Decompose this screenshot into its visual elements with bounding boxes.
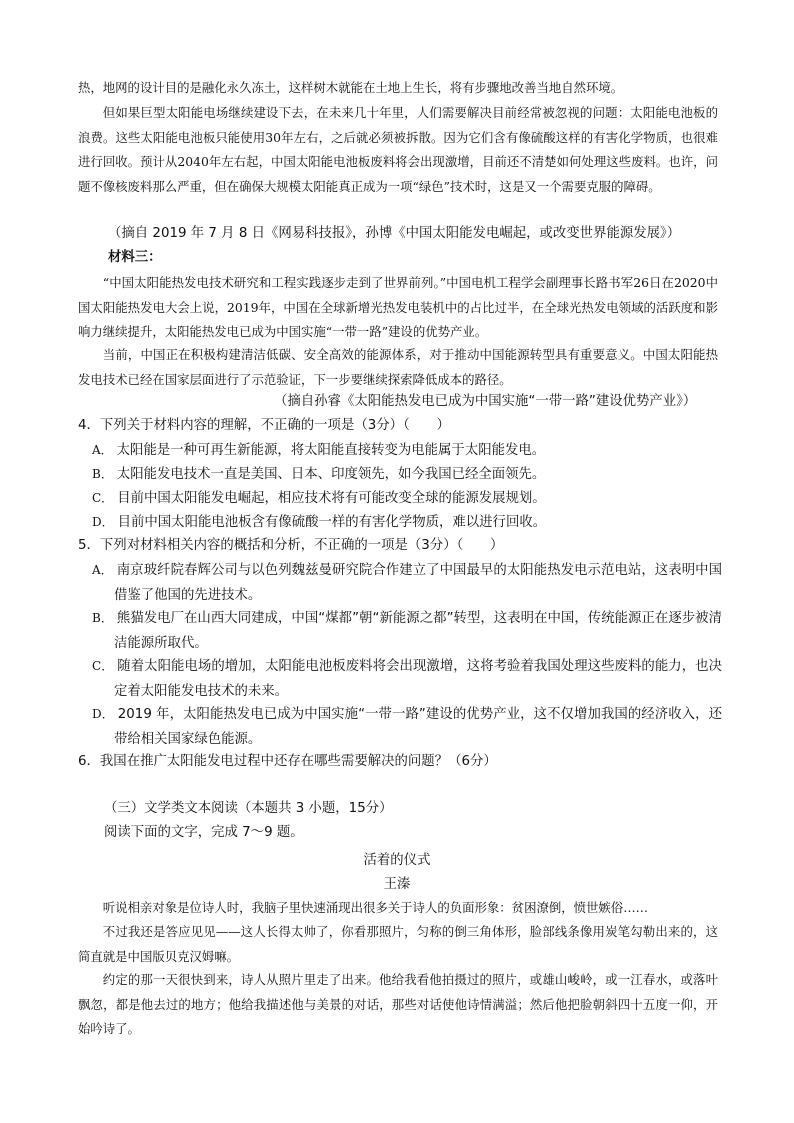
question-5-stem: 5．下列对材料相关内容的概括和分析，不正确的一项是（3分）（ ） [78,538,504,553]
material3-heading: 材料三： [108,250,162,265]
story-title: 活着的仪式 [363,853,431,868]
story-paragraph-1: 听说相亲对象是位诗人时，我脑子里快速涌现出很多关于诗人的负面形象：贫困潦倒，愤世嫉俗…… [102,900,648,915]
material2-paragraph-continued: 热，地网的设计目的是融化永久冻土，这样树木就能在土地上生长，将有步骤地改善当地自然环境。 [78,80,624,95]
question-4-option-a: A． 太阳能是一种可再生新能源，将太阳能直接转变为电能属于太阳能发电。 [92,443,546,458]
question-6-stem: 6．我国在推广太阳能发电过程中还存在哪些需要解决的问题？（6分） [78,754,497,769]
question-5-option-d: D． 2019 年，太阳能热发电已成为中国实施“一带一路”建设的优势产业，这不仅增加我国的经济收入，还带给相关国家绿色能源。 [92,707,722,747]
section-3-instruction: 阅读下面的文字，完成 7～9 题。 [104,825,304,840]
question-4-option-b: B． 太阳能发电技术一直是美国、日本、印度领先，如今我国已经全面领先。 [92,467,546,482]
material2-source: （摘自 2019 年 7 月 8 日《网易科技报》，孙博《中国太阳能发电崛起，或改变世界能源发展》） [108,226,681,241]
question-5-option-b: B． 熊猫发电厂在山西大同建成，中国“煤都”朝“新能源之都”转型，这表明在中国，传统能源正在逐步被清洁能源所取代。 [92,611,722,651]
material2-paragraph: 但如果巨型太阳能电场继续建设下去，在未来几十年里，人们需要解决目前经常被忽视的问题：太阳能电池板的浪费。这些太阳能电池板只能使用30年左右，之后就必须被拆散。因为它们含有像硫酸这样的有害化学物质，也很难进行回收。预计从2040年左右起，中国太阳能电池板废料将会出现激增，目前还不清楚如何处理这些废料。也许，问题不像核废料那么严重，但在确保大规模太阳能真正成为一项“绿色”技术时，这是又一个需要克服的障碍。 [78,105,718,194]
question-5-option-c: C． 随着太阳能电场的增加，太阳能电池板废料将会出现激增，这将考验着我国处理这些废料的能力，也决定着太阳能发电技术的未来。 [92,659,722,699]
material3-paragraph-1: “中国太阳能热发电技术研究和工程实践逐步走到了世界前列。”中国电机工程学会副理事长路书军26日在2020中国太阳能热发电大会上说，2019年，中国在全球新增光热发电装机中的占比过半，在全球光热发电领域的活跃度和影响力继续提升，太阳能热发电已成为中国实施“一带一路”建设的优势产业。 [78,275,718,339]
story-paragraph-2: 不过我还是答应见见——这人长得太帅了，你看那照片，匀称的倒三角体形，脸部线条像用炭笔勾勒出来的，这简直就是中国版贝克汉姆嘛。 [78,924,718,964]
story-paragraph-3: 约定的那一天很快到来，诗人从照片里走了出来。他给我看他拍摄过的照片，或雄山峻岭，或一江春水，或落叶飘忽，都是他去过的地方；他给我描述他与美景的对话，那些对话使他诗情满溢；然后他把脸朝斜四十五度一仰，开始吟诗了。 [78,972,718,1036]
question-4-stem: 4．下列关于材料内容的理解，不正确的一项是（3分）（ ） [78,418,450,433]
question-5-option-a: A． 南京玻纤院春辉公司与以色列魏兹曼研究院合作建立了中国最早的太阳能热发电示范电站，这表明中国借鉴了他国的先进技术。 [92,563,723,603]
question-4-option-d: D． 目前中国太阳能电池板含有像硫酸一样的有害化学物质，难以进行回收。 [92,515,547,530]
material3-source: （摘自孙睿《太阳能热发电已成为中国实施“一带一路”建设优势产业》） [274,394,697,409]
story-author: 王溱 [383,877,411,892]
section-3-title: （三）文学类文本阅读（本题共 3 小题，15分） [104,801,393,816]
material3-paragraph-2: 当前，中国正在积极构建清洁低碳、安全高效的能源体系，对于推动中国能源转型具有重要意义。中国太阳能热发电技术已经在国家层面进行了示范验证，下一步要继续探索降低成本的路径。 [78,347,718,387]
question-4-option-c: C． 目前中国太阳能发电崛起，相应技术将有可能改变全球的能源发展规划。 [92,491,546,506]
